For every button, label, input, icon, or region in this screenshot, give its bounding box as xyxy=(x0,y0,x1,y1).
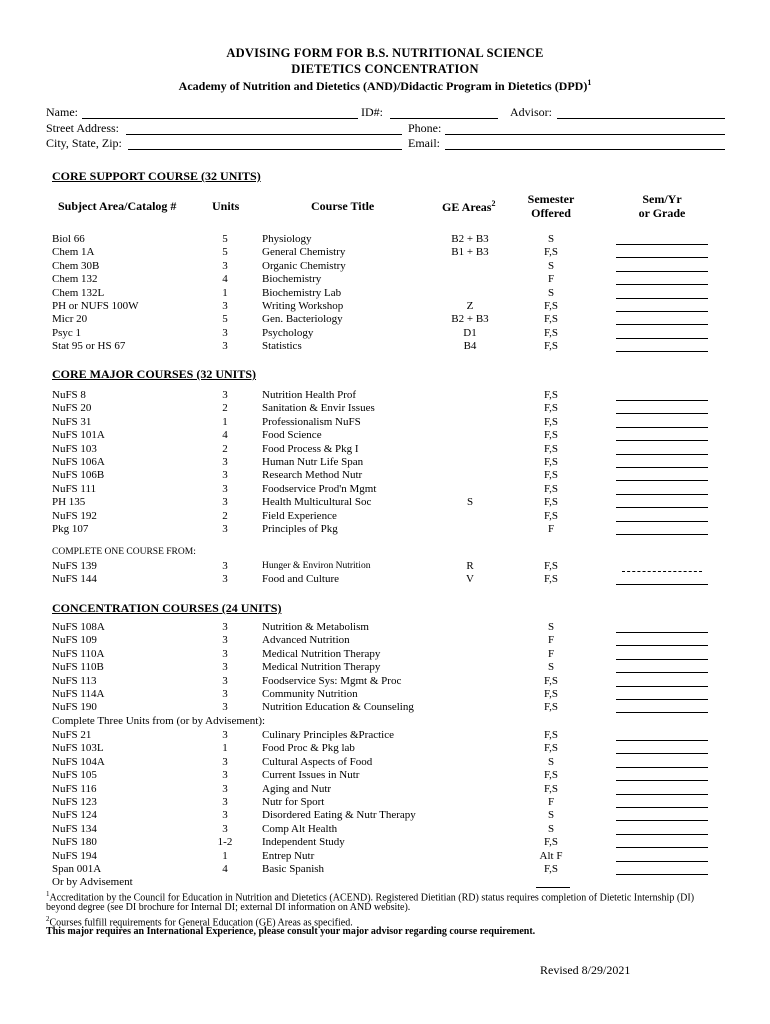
course-code: NuFS 144 xyxy=(52,573,97,586)
course-units: 5 xyxy=(222,313,228,326)
course-semester: F,S xyxy=(543,482,559,495)
course-ge-area: B1 + B3 xyxy=(451,246,489,259)
course-title: Human Nutr Life Span xyxy=(262,456,364,468)
course-semester: S xyxy=(547,621,555,633)
course-units: 3 xyxy=(222,482,228,495)
form-program-line xyxy=(0,78,770,94)
course-code: Micr 20 xyxy=(52,313,88,326)
course-title: Foodservice Sys: Mgmt & Proc xyxy=(262,674,402,687)
course-title: Food Process & Pkg I xyxy=(262,442,359,455)
course-semester: F xyxy=(547,647,555,660)
table-row xyxy=(0,688,770,701)
course-code: NuFS 109 xyxy=(52,634,97,647)
grade-entry-line[interactable] xyxy=(616,273,708,285)
grade-entry-line[interactable] xyxy=(616,756,708,768)
col-subject-header: Subject Area/Catalog # xyxy=(58,199,177,213)
id-field[interactable] xyxy=(390,118,498,119)
course-units: 2 xyxy=(222,442,228,455)
grade-entry-line[interactable] xyxy=(616,429,708,441)
semester-header-l1: Semester xyxy=(527,192,575,206)
grade-entry-line[interactable] xyxy=(616,496,708,508)
grade-entry-line[interactable] xyxy=(616,416,708,428)
course-title: Medical Nutrition Therapy xyxy=(262,661,381,674)
footnote-2-text: Courses fulfill requirements for General Education (GE) Areas as specified. xyxy=(49,917,353,929)
course-units: 1-2 xyxy=(217,836,233,849)
course-units: 4 xyxy=(222,273,228,286)
form-title: ADVISING FORM FOR B.S. NUTRITIONAL SCIENCE xyxy=(226,46,544,60)
table-row xyxy=(0,456,770,469)
course-semester: F,S xyxy=(543,456,559,468)
grade-entry-line[interactable] xyxy=(616,850,708,862)
course-title: Community Nutrition xyxy=(262,688,358,700)
table-row xyxy=(0,769,770,782)
table-row xyxy=(0,389,770,402)
course-units: 3 xyxy=(222,573,228,586)
grade-entry-line[interactable] xyxy=(616,863,708,875)
course-title: Nutrition Health Prof xyxy=(262,389,357,401)
course-code: NuFS 190 xyxy=(52,701,97,714)
course-units: 3 xyxy=(222,782,228,795)
course-title: Physiology xyxy=(262,233,312,245)
table-row xyxy=(0,340,770,353)
course-ge-area: B2 + B3 xyxy=(451,233,489,245)
grade-entry-line[interactable] xyxy=(616,675,708,687)
table-row xyxy=(0,429,770,442)
course-units: 3 xyxy=(222,688,228,700)
course-code: Or by Advisement xyxy=(52,876,133,889)
table-row xyxy=(0,675,770,688)
course-units: 3 xyxy=(222,456,228,468)
course-code: NuFS 110A xyxy=(52,647,105,660)
concentration-heading: CONCENTRATION COURSES (24 UNITS) xyxy=(52,601,282,615)
course-semester: F,S xyxy=(543,442,559,455)
core-support-heading: CORE SUPPORT COURSE (32 UNITS) xyxy=(52,169,261,183)
advisor-label: Advisor: xyxy=(510,105,552,119)
course-semester: F,S xyxy=(543,429,559,442)
ge-header-text: GE Areas xyxy=(442,200,492,214)
course-semester: F xyxy=(547,796,555,808)
id-label: ID#: xyxy=(361,105,383,119)
course-title: Principles of Pkg xyxy=(262,523,338,535)
email-field[interactable] xyxy=(445,149,725,150)
complete-one-heading: COMPLETE ONE COURSE FROM: xyxy=(52,547,196,557)
street-field[interactable] xyxy=(126,134,402,135)
course-code: PH 135 xyxy=(52,496,86,509)
program-text: Academy of Nutrition and Dietetics (AND)/Didactic Program in Dietetics (DPD) xyxy=(178,79,588,93)
name-label: Name: xyxy=(46,105,78,119)
course-semester: F,S xyxy=(543,863,559,875)
grade-entry-line[interactable] xyxy=(616,783,708,795)
semyr-header-l2: or Grade xyxy=(638,206,686,220)
col-ge-header xyxy=(442,199,495,215)
course-title: Disordered Eating & Nutr Therapy xyxy=(262,809,416,822)
table-row xyxy=(0,523,770,536)
course-title: Biochemistry xyxy=(262,273,322,286)
course-title: Sanitation & Envir Issues xyxy=(262,402,375,415)
grade-entry-line[interactable] xyxy=(616,469,708,481)
course-title: Food and Culture xyxy=(262,573,339,586)
course-title: Entrep Nutr xyxy=(262,849,315,862)
course-code: NuFS 103L xyxy=(52,742,104,755)
course-title: Comp Alt Health xyxy=(262,822,338,835)
course-units: 3 xyxy=(222,822,228,835)
course-units: 3 xyxy=(222,469,228,482)
course-code: Psyc 1 xyxy=(52,326,82,339)
course-units: 3 xyxy=(222,661,228,674)
email-label: Email: xyxy=(408,136,440,150)
course-semester: Alt F xyxy=(539,849,563,862)
course-semester: S xyxy=(547,822,555,835)
course-title: Culinary Principles &Practice xyxy=(262,729,394,741)
table-row xyxy=(0,729,770,742)
course-semester: F,S xyxy=(543,326,559,339)
grade-entry-line[interactable] xyxy=(616,729,708,741)
grade-entry-line[interactable] xyxy=(616,287,708,299)
grade-entry-line[interactable] xyxy=(616,573,708,585)
international-note: This major requires an International Experience, please consult your major advisor regarding course requirement. xyxy=(46,926,536,937)
course-semester: F,S xyxy=(543,836,559,849)
course-units: 1 xyxy=(222,415,228,428)
table-row xyxy=(0,648,770,661)
grade-entry-line[interactable] xyxy=(616,340,708,352)
course-semester: F,S xyxy=(543,469,559,482)
grade-entry-line[interactable] xyxy=(616,327,708,339)
street-label: Street Address: xyxy=(46,121,119,135)
course-semester: S xyxy=(547,233,555,245)
course-title: Field Experience xyxy=(262,509,337,522)
grade-entry-line[interactable] xyxy=(616,402,708,414)
course-semester: F xyxy=(547,523,555,535)
course-semester: F,S xyxy=(543,415,559,428)
course-code: Biol 66 xyxy=(52,233,85,245)
table-row xyxy=(0,796,770,809)
course-code: NuFS 8 xyxy=(52,389,86,401)
course-semester: F,S xyxy=(543,769,559,782)
table-row xyxy=(0,836,770,849)
course-title: Basic Spanish xyxy=(262,863,325,875)
course-units: 3 xyxy=(222,523,228,535)
grade-entry-line[interactable] xyxy=(616,313,708,325)
course-title: Food Science xyxy=(262,429,322,442)
course-title: Advanced Nutrition xyxy=(262,634,350,647)
grade-entry-line[interactable] xyxy=(616,523,708,535)
grade-entry-line[interactable] xyxy=(616,456,708,468)
course-units: 3 xyxy=(222,300,228,312)
table-row xyxy=(0,756,770,769)
grade-entry-line[interactable] xyxy=(616,648,708,660)
course-semester: F,S xyxy=(543,729,559,741)
table-row xyxy=(0,510,770,523)
course-semester: S xyxy=(547,661,555,674)
course-title: Nutrition Education & Counseling xyxy=(262,701,414,714)
course-ge-area: B4 xyxy=(463,340,477,353)
course-semester: F xyxy=(547,634,555,647)
course-semester: F,S xyxy=(543,573,559,586)
footnote-ref-1: 1 xyxy=(587,78,592,87)
table-row xyxy=(0,260,770,273)
table-row xyxy=(0,233,770,246)
course-title: Nutrition & Metabolism xyxy=(262,621,369,633)
course-title: Organic Chemistry xyxy=(262,259,346,272)
table-row xyxy=(0,742,770,755)
course-code: Chem 30B xyxy=(52,259,100,272)
course-code: Stat 95 or HS 67 xyxy=(52,340,126,353)
course-units: 5 xyxy=(222,246,228,259)
grade-entry-line[interactable] xyxy=(616,389,708,401)
course-units: 3 xyxy=(222,259,228,272)
footnote-1-text: Accreditation by the Council for Education in Nutrition and Dietetics (ACEND). Registered Dietitian (RD) status requires completion of Dietetic Internship (DI) xyxy=(49,892,695,904)
table-row xyxy=(0,443,770,456)
course-code: NuFS 106A xyxy=(52,456,105,468)
course-ge-area: S xyxy=(466,496,474,509)
grade-entry-line[interactable] xyxy=(616,769,708,781)
course-semester: F,S xyxy=(543,674,559,687)
course-title: Gen. Bacteriology xyxy=(262,313,343,326)
semyr-header-l1: Sem/Yr xyxy=(642,192,682,206)
course-code: NuFS 124 xyxy=(52,809,97,822)
table-row xyxy=(0,850,770,863)
course-semester: F,S xyxy=(543,340,559,353)
city-field[interactable] xyxy=(128,149,402,150)
table-row xyxy=(0,661,770,674)
course-units: 3 xyxy=(222,340,228,353)
phone-field[interactable] xyxy=(445,134,725,135)
name-field[interactable] xyxy=(82,118,358,119)
course-title: Independent Study xyxy=(262,836,345,849)
course-title: Writing Workshop xyxy=(262,300,344,312)
footnote-2-marker: 2 xyxy=(46,915,50,923)
course-semester: S xyxy=(547,259,555,272)
grade-entry-line[interactable] xyxy=(616,688,708,700)
course-title: Psychology xyxy=(262,326,314,339)
table-row xyxy=(0,327,770,340)
course-code: NuFS 116 xyxy=(52,782,97,795)
grade-entry-line[interactable] xyxy=(616,260,708,272)
course-units: 3 xyxy=(222,701,228,714)
grade-entry-line[interactable] xyxy=(616,246,708,258)
table-row xyxy=(0,313,770,326)
course-code: NuFS 106B xyxy=(52,469,105,482)
footnote-ref-2: 2 xyxy=(491,199,496,208)
table-row xyxy=(0,701,770,714)
course-semester: F,S xyxy=(543,246,559,259)
course-code: NuFS 20 xyxy=(52,402,92,415)
course-code: NuFS 101A xyxy=(52,429,105,442)
grade-entry-line[interactable] xyxy=(616,796,708,808)
course-semester: F xyxy=(547,273,555,286)
course-ge-area: B2 + B3 xyxy=(451,313,489,326)
course-units: 3 xyxy=(222,809,228,822)
course-code: NuFS 108A xyxy=(52,621,105,633)
course-semester: S xyxy=(547,755,555,768)
col-title-header: Course Title xyxy=(311,199,375,213)
table-row xyxy=(0,273,770,286)
course-title: Professionalism NuFS xyxy=(262,415,361,428)
course-semester: S xyxy=(547,286,555,299)
course-units: 3 xyxy=(222,634,228,647)
course-ge-area: Z xyxy=(466,300,474,312)
course-units: 3 xyxy=(222,647,228,660)
course-code: Span 001A xyxy=(52,863,102,875)
footnote-1-line-b: beyond degree (see DI brochure for Internal DI; external DI information on AND website). xyxy=(46,902,411,913)
course-units: 4 xyxy=(222,429,228,442)
course-units: 3 xyxy=(222,729,228,741)
grade-entry-line[interactable] xyxy=(536,876,570,888)
course-semester: F,S xyxy=(543,782,559,795)
course-units: 3 xyxy=(222,621,228,633)
course-title: Health Multicultural Soc xyxy=(262,496,372,509)
course-code: NuFS 113 xyxy=(52,674,97,687)
course-semester: S xyxy=(547,809,555,822)
form-subtitle: DIETETICS CONCENTRATION xyxy=(291,62,479,76)
grade-entry-line[interactable] xyxy=(616,836,708,848)
grade-entry-line[interactable] xyxy=(616,742,708,754)
course-code: NuFS 110B xyxy=(52,661,104,674)
course-units: 3 xyxy=(222,796,228,808)
course-code: NuFS 134 xyxy=(52,822,97,835)
semester-header-l2: Offered xyxy=(531,206,571,220)
course-units: 3 xyxy=(222,496,228,509)
table-row xyxy=(0,560,770,573)
course-title: General Chemistry xyxy=(262,246,346,259)
course-units: 1 xyxy=(222,742,228,755)
course-code: Chem 1A xyxy=(52,246,95,259)
phone-label: Phone: xyxy=(408,121,442,135)
table-row xyxy=(0,416,770,429)
course-code: NuFS 31 xyxy=(52,415,92,428)
course-code: NuFS 139 xyxy=(52,560,97,572)
course-code: Chem 132L xyxy=(52,286,105,299)
table-row xyxy=(0,287,770,300)
course-title: Hunger & Environ Nutrition xyxy=(262,561,371,571)
revised-date: Revised 8/29/2021 xyxy=(540,963,631,977)
grade-entry-line[interactable] xyxy=(616,661,708,673)
city-label: City, State, Zip: xyxy=(46,136,122,150)
course-code: NuFS 21 xyxy=(52,729,92,741)
course-semester: F,S xyxy=(543,313,559,326)
col-units-header: Units xyxy=(212,199,240,213)
col-semester-header xyxy=(520,192,582,220)
course-title: Research Method Nutr xyxy=(262,469,363,482)
course-code: NuFS 123 xyxy=(52,796,97,808)
course-units: 3 xyxy=(222,326,228,339)
course-code: NuFS 114A xyxy=(52,688,105,700)
course-semester: F,S xyxy=(543,560,559,572)
course-ge-area: D1 xyxy=(463,326,477,339)
course-code: NuFS 194 xyxy=(52,849,97,862)
col-semyr-header xyxy=(630,192,694,220)
course-units: 3 xyxy=(222,769,228,782)
course-units: 3 xyxy=(222,674,228,687)
table-row xyxy=(0,863,770,876)
course-ge-area: V xyxy=(466,573,474,586)
course-code: Pkg 107 xyxy=(52,523,89,535)
core-major-heading: CORE MAJOR COURSES (32 UNITS) xyxy=(52,367,257,381)
course-title: Food Proc & Pkg lab xyxy=(262,742,355,755)
course-units: 1 xyxy=(222,849,228,862)
course-units: 4 xyxy=(222,863,228,875)
course-code: PH or NUFS 100W xyxy=(52,300,139,312)
table-row xyxy=(0,483,770,496)
table-row xyxy=(0,823,770,836)
course-semester: F,S xyxy=(543,402,559,415)
table-row xyxy=(0,634,770,647)
course-units: 2 xyxy=(222,509,228,522)
table-row xyxy=(0,783,770,796)
course-semester: F,S xyxy=(543,389,559,401)
course-title: Medical Nutrition Therapy xyxy=(262,647,381,660)
course-semester: F,S xyxy=(543,496,559,509)
grade-entry-line[interactable] xyxy=(616,443,708,455)
footnote-1-marker: 1 xyxy=(46,890,50,898)
course-code: NuFS 111 xyxy=(52,482,97,495)
grade-entry-line[interactable] xyxy=(616,300,708,312)
table-row xyxy=(0,246,770,259)
complete-three-heading: Complete Three Units from (or by Advisement): xyxy=(52,715,266,727)
course-code: NuFS 103 xyxy=(52,442,97,455)
grade-entry-line[interactable] xyxy=(616,233,708,245)
advisor-field[interactable] xyxy=(557,118,725,119)
course-code: Chem 132 xyxy=(52,273,98,286)
course-title: Current Issues in Nutr xyxy=(262,769,360,782)
course-title: Foodservice Prod'n Mgmt xyxy=(262,482,377,495)
course-code: NuFS 105 xyxy=(52,769,97,782)
course-title: Aging and Nutr xyxy=(262,782,332,795)
course-units: 1 xyxy=(222,286,228,299)
table-row xyxy=(0,402,770,415)
course-units: 5 xyxy=(222,233,228,245)
table-row xyxy=(0,300,770,313)
grade-entry-line[interactable] xyxy=(616,510,708,522)
table-row xyxy=(0,496,770,509)
table-row xyxy=(0,809,770,822)
course-semester: F,S xyxy=(543,509,559,522)
course-title: Nutr for Sport xyxy=(262,796,325,808)
course-code: NuFS 104A xyxy=(52,755,105,768)
course-units: 3 xyxy=(222,755,228,768)
grade-entry-line[interactable] xyxy=(616,621,708,633)
table-row xyxy=(0,621,770,634)
grade-entry-line[interactable] xyxy=(616,809,708,821)
table-row xyxy=(0,573,770,586)
grade-entry-line[interactable] xyxy=(622,560,702,572)
course-title: Cultural Aspects of Food xyxy=(262,755,373,768)
course-ge-area: R xyxy=(466,560,474,572)
course-code: NuFS 180 xyxy=(52,836,97,849)
table-row xyxy=(0,469,770,482)
course-units: 3 xyxy=(222,389,228,401)
course-semester: F,S xyxy=(543,701,559,714)
course-title: Biochemistry Lab xyxy=(262,286,342,299)
course-code: NuFS 192 xyxy=(52,509,97,522)
course-semester: F,S xyxy=(543,300,559,312)
grade-entry-line[interactable] xyxy=(616,483,708,495)
course-units: 2 xyxy=(222,402,228,415)
course-semester: F,S xyxy=(543,688,559,700)
course-semester: F,S xyxy=(543,742,559,755)
course-units: 3 xyxy=(222,560,228,572)
grade-entry-line[interactable] xyxy=(616,823,708,835)
course-title: Statistics xyxy=(262,340,302,353)
grade-entry-line[interactable] xyxy=(616,701,708,713)
grade-entry-line[interactable] xyxy=(616,634,708,646)
